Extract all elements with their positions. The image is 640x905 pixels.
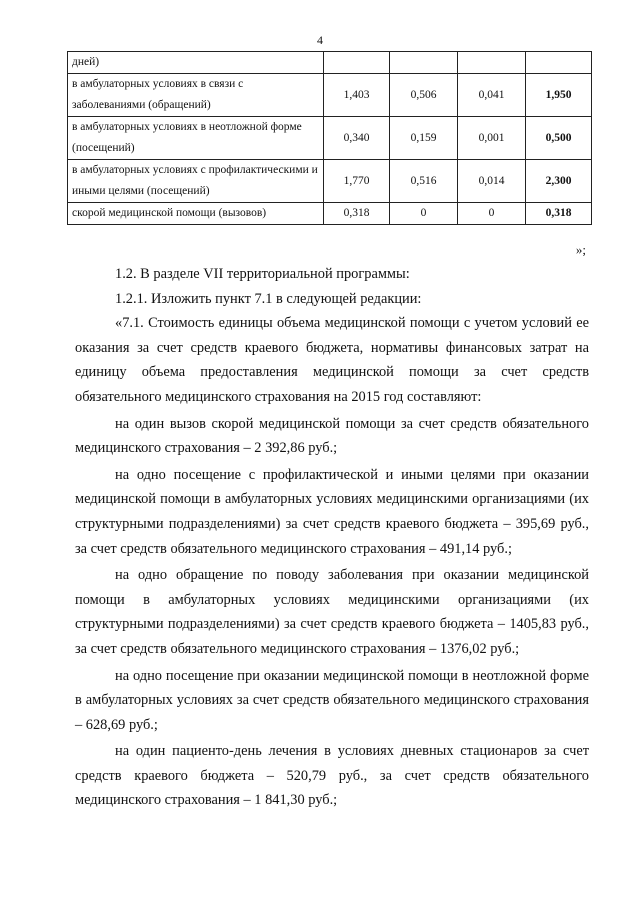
paragraph-emergency-call-cost: на один вызов скорой медицинской помощи за счет средств обязательного медицинского страхования – 2 392,86 руб.; — [75, 415, 589, 457]
row-label: в амбулаторных условиях с профилактическими и иными целями (посещений) — [68, 160, 324, 203]
document-body — [75, 262, 589, 813]
row-label: в амбулаторных условиях в связи с заболеваниями (обращений) — [68, 74, 324, 117]
norms-table — [67, 51, 592, 225]
cell-value-1: 0,318 — [324, 203, 390, 225]
paragraph-urgent-visit-cost: на одно посещение при оказании медицинской помощи в неотложной форме в амбулаторных условиях за счет средств обязательного медицинского страхования – 628,69 руб.; — [75, 667, 589, 733]
table-row — [68, 117, 592, 160]
cell-value-2: 0,516 — [390, 160, 458, 203]
cell-value-1: 1,770 — [324, 160, 390, 203]
cell-value-3: 0,001 — [458, 117, 526, 160]
table-row — [68, 74, 592, 117]
paragraph-section-heading: 1.2. В разделе VII территориальной программы: — [115, 266, 410, 282]
row-label: дней) — [68, 52, 324, 74]
table-row — [68, 160, 592, 203]
paragraph-subsection-heading: 1.2.1. Изложить пункт 7.1 в следующей редакции: — [115, 290, 422, 307]
row-label: скорой медицинской помощи (вызовов) — [68, 203, 324, 225]
cell-value-total — [526, 52, 592, 74]
cell-value-3: 0,014 — [458, 160, 526, 203]
cell-value-total: 2,300 — [526, 160, 592, 203]
cell-value-3 — [458, 52, 526, 74]
paragraph-day-hospital-cost: на один пациенто-день лечения в условиях дневных стационаров за счет средств краевого бюджета – 520,79 руб., за счет средств обязательного медицинского страхования – 1 841,30 руб.; — [75, 743, 589, 809]
cell-value-3: 0 — [458, 203, 526, 225]
cell-value-total: 0,500 — [526, 117, 592, 160]
paragraph-cost-intro: «7.1. Стоимость единицы объема медицинской помощи с учетом условий ее оказания за счет средств краевого бюджета, нормативы финансовых затрат на единицу объема предоставления медицинской помощи за счет средств обязательного медицинского страхования на 2015 год составляют: — [75, 315, 589, 405]
cell-value-total: 1,950 — [526, 74, 592, 117]
cell-value-1: 1,403 — [324, 74, 390, 117]
cell-value-total: 0,318 — [526, 203, 592, 225]
paragraph-preventive-visit-cost: на одно посещение с профилактической и иными целями при оказании медицинской помощи в амбулаторных условиях медицинскими организациями (их структурными подразделениями) за счет средств краевого бюджета – 395,69 руб., за счет средств обязательного медицинского страхования – 491,14 руб.; — [75, 466, 589, 557]
cell-value-2: 0,159 — [390, 117, 458, 160]
cell-value-1 — [324, 52, 390, 74]
table-closing-quote: »; — [575, 242, 586, 257]
cell-value-2: 0,506 — [390, 74, 458, 117]
cell-value-2: 0 — [390, 203, 458, 225]
cell-value-3: 0,041 — [458, 74, 526, 117]
table-row — [68, 203, 592, 225]
table-row — [68, 52, 592, 74]
row-label: в амбулаторных условиях в неотложной форме (посещений) — [68, 117, 324, 160]
page-number: 4 — [317, 33, 323, 47]
paragraph-disease-visit-cost: на одно обращение по поводу заболевания при оказании медицинской помощи в амбулаторных условиях медицинскими организациями (их структурными подразделениями) за счет средств краевого бюджета – 1405,83 руб., за счет средств обязательного медицинского страхования – 1376,02 руб.; — [75, 567, 589, 657]
cell-value-1: 0,340 — [324, 117, 390, 160]
cell-value-2 — [390, 52, 458, 74]
